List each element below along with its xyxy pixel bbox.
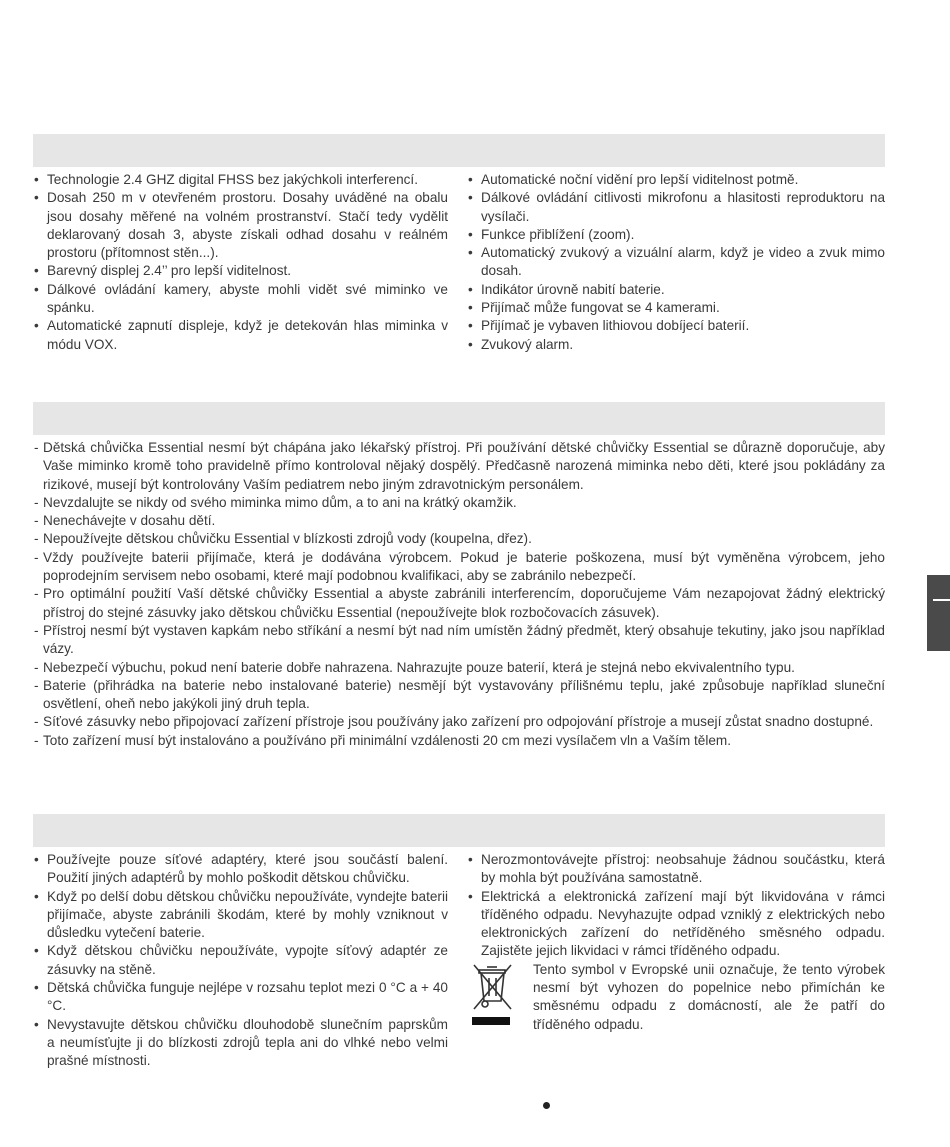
list-item: • Indikátor úrovně nabití baterie. bbox=[467, 281, 885, 299]
list-item: • Automatické zapnutí displeje, když je detekován hlas miminka v módu VOX. bbox=[33, 317, 448, 354]
warnings-list bbox=[33, 439, 885, 750]
list-item: • Nerozmontovávejte přístroj: neobsahuje žádnou součástku, která by mohla být používána samostatně. bbox=[467, 851, 885, 888]
list-item: • Dálkové ovládání kamery, abyste mohli vidět své miminko ve spánku. bbox=[33, 281, 448, 318]
crossed-out-wheelie-bin-icon bbox=[467, 961, 521, 1038]
weee-description: Tento symbol v Evropské unii označuje, že tento výrobek nesmí být vyhozen do popelnice nebo přimíchán ke směsnému odpadu z domácností, ale že patří do tříděného odpadu. bbox=[533, 961, 885, 1032]
list-item: • Funkce přiblížení (zoom). bbox=[467, 226, 885, 244]
list-item: • Když dětskou chůvičku nepoužíváte, vypojte síťový adaptér ze zásuvky na stěně. bbox=[33, 942, 448, 979]
list-item: • Když po delší dobu dětskou chůvičku nepoužíváte, vyndejte baterii přijímače, abyste zabránili škodám, které by mohly vzniknout v důsledku vytečení baterie. bbox=[33, 888, 448, 943]
list-item: • Přijímač je vybaven lithiovou dobíjecí baterií. bbox=[467, 317, 885, 335]
list-item: • Elektrická a elektronická zařízení mají být likvidována v rámci tříděného odpadu. Nevyhazujte odpad vzniklý z elektrických nebo elektronických zařízení do netříděného směsného odpadu. Zajistěte jejich likvidaci v rámci tříděného odpadu. bbox=[467, 888, 885, 961]
list-item: • Barevný displej 2.4’’ pro lepší viditelnost. bbox=[33, 262, 448, 280]
list-item: • Automatické noční vidění pro lepší viditelnost potmě. bbox=[467, 171, 885, 189]
list-item: - Nepoužívejte dětskou chůvičku Essential v blízkosti zdrojů vody (koupelna, dřez). bbox=[33, 530, 885, 548]
maintenance-left-column bbox=[33, 851, 448, 1071]
list-item: - Dětská chůvička Essential nesmí být chápána jako lékařský přístroj. Při používání dětské chůvičky Essential se důrazně doporučuje, aby Vaše miminko kromě toho pravidelně přímo kontroloval nějaký dospělý. Předčasně narozená miminka nebo děti, které jsou pokládány za rizikové, musejí být kontrolovány Vaším pediatrem nebo jiným zdravotnickým personálem. bbox=[33, 439, 885, 494]
maintenance-right-column bbox=[467, 851, 885, 1038]
list-item: - Nenechávejte v dosahu dětí. bbox=[33, 512, 885, 530]
features-left-column bbox=[33, 171, 448, 354]
list-item: • Zvukový alarm. bbox=[467, 336, 885, 354]
list-item: - Nevzdalujte se nikdy od svého miminka mimo dům, a to ani na krátký okamžik. bbox=[33, 494, 885, 512]
list-item: • Dosah 250 m v otevřeném prostoru. Dosahy uváděné na obalu jsou dosahy měřené na volném prostranství. Stačí tedy vydělit deklarovaný dosah 3, abyste získali odhad dosahu v reálném prostoru (přítomnost stěn...). bbox=[33, 189, 448, 262]
weee-notice bbox=[467, 961, 885, 1038]
list-item: - Síťové zásuvky nebo připojovací zařízení přístroje jsou používány jako zařízení pro odpojování přístroje a musejí zůstat snadno dostupné. bbox=[33, 713, 885, 731]
list-item: • Dětská chůvička funguje nejlépe v rozsahu teplot mezi 0 °C a + 40 °C. bbox=[33, 979, 448, 1016]
side-tab-notch bbox=[933, 599, 950, 601]
list-item: • Přijímač může fungovat se 4 kamerami. bbox=[467, 299, 885, 317]
list-item: • Technologie 2.4 GHZ digital FHSS bez jakýchkoli interferencí. bbox=[33, 171, 448, 189]
section-header-band-maintenance bbox=[33, 814, 885, 847]
page-number-dot bbox=[543, 1102, 550, 1109]
list-item: • Automatický zvukový a vizuální alarm, když je video a zvuk mimo dosah. bbox=[467, 244, 885, 281]
list-item: - Pro optimální použití Vaší dětské chůvičky Essential a abyste zabránili interferencím, doporučujeme Vám nezapojovat žádný elektrický přístroj do stejné zásuvky jako dětskou chůvičku Essential (nepoužívejte blok rozbočovacích zásuvek). bbox=[33, 585, 885, 622]
features-right-column bbox=[467, 171, 885, 354]
section-header-band-features bbox=[33, 134, 885, 167]
list-item: • Dálkové ovládání citlivosti mikrofonu a hlasitosti reproduktoru na vysílači. bbox=[467, 189, 885, 226]
language-side-tab bbox=[927, 575, 950, 651]
list-item: - Toto zařízení musí být instalováno a používáno při minimální vzdálenosti 20 cm mezi vysílačem vln a Vaším tělem. bbox=[33, 732, 885, 750]
list-item: • Používejte pouze síťové adaptéry, které jsou součástí balení. Použití jiných adaptérů by mohlo poškodit dětskou chůvičku. bbox=[33, 851, 448, 888]
list-item: - Nebezpečí výbuchu, pokud není baterie dobře nahrazena. Nahrazujte pouze baterií, která je stejná nebo ekvivalentního typu. bbox=[33, 659, 885, 677]
section-header-band-warnings bbox=[33, 402, 885, 435]
list-item: - Vždy používejte baterii přijímače, která je dodávána výrobcem. Pokud je baterie poškozena, musí být vyměněna výrobcem, jeho poprodejním servisem nebo osobami, které mají podobnou kvalifikaci, aby se zabránilo nebezpečí. bbox=[33, 549, 885, 586]
list-item: - Přístroj nesmí být vystaven kapkám nebo stříkání a nesmí být nad ním umístěn žádný předmět, který obsahuje tekutiny, jako jsou například vázy. bbox=[33, 622, 885, 659]
list-item: • Nevystavujte dětskou chůvičku dlouhodobě slunečním paprskům a neumísťujte ji do blízkosti zdrojů tepla ani do vlhké nebo velmi prašné místnosti. bbox=[33, 1016, 448, 1071]
list-item: - Baterie (přihrádka na baterie nebo instalované baterie) nesmějí být vystavovány přílišnému teplu, jaké způsobuje například sluneční osvětlení, oheň nebo jakýkoli jiný druh tepla. bbox=[33, 677, 885, 714]
